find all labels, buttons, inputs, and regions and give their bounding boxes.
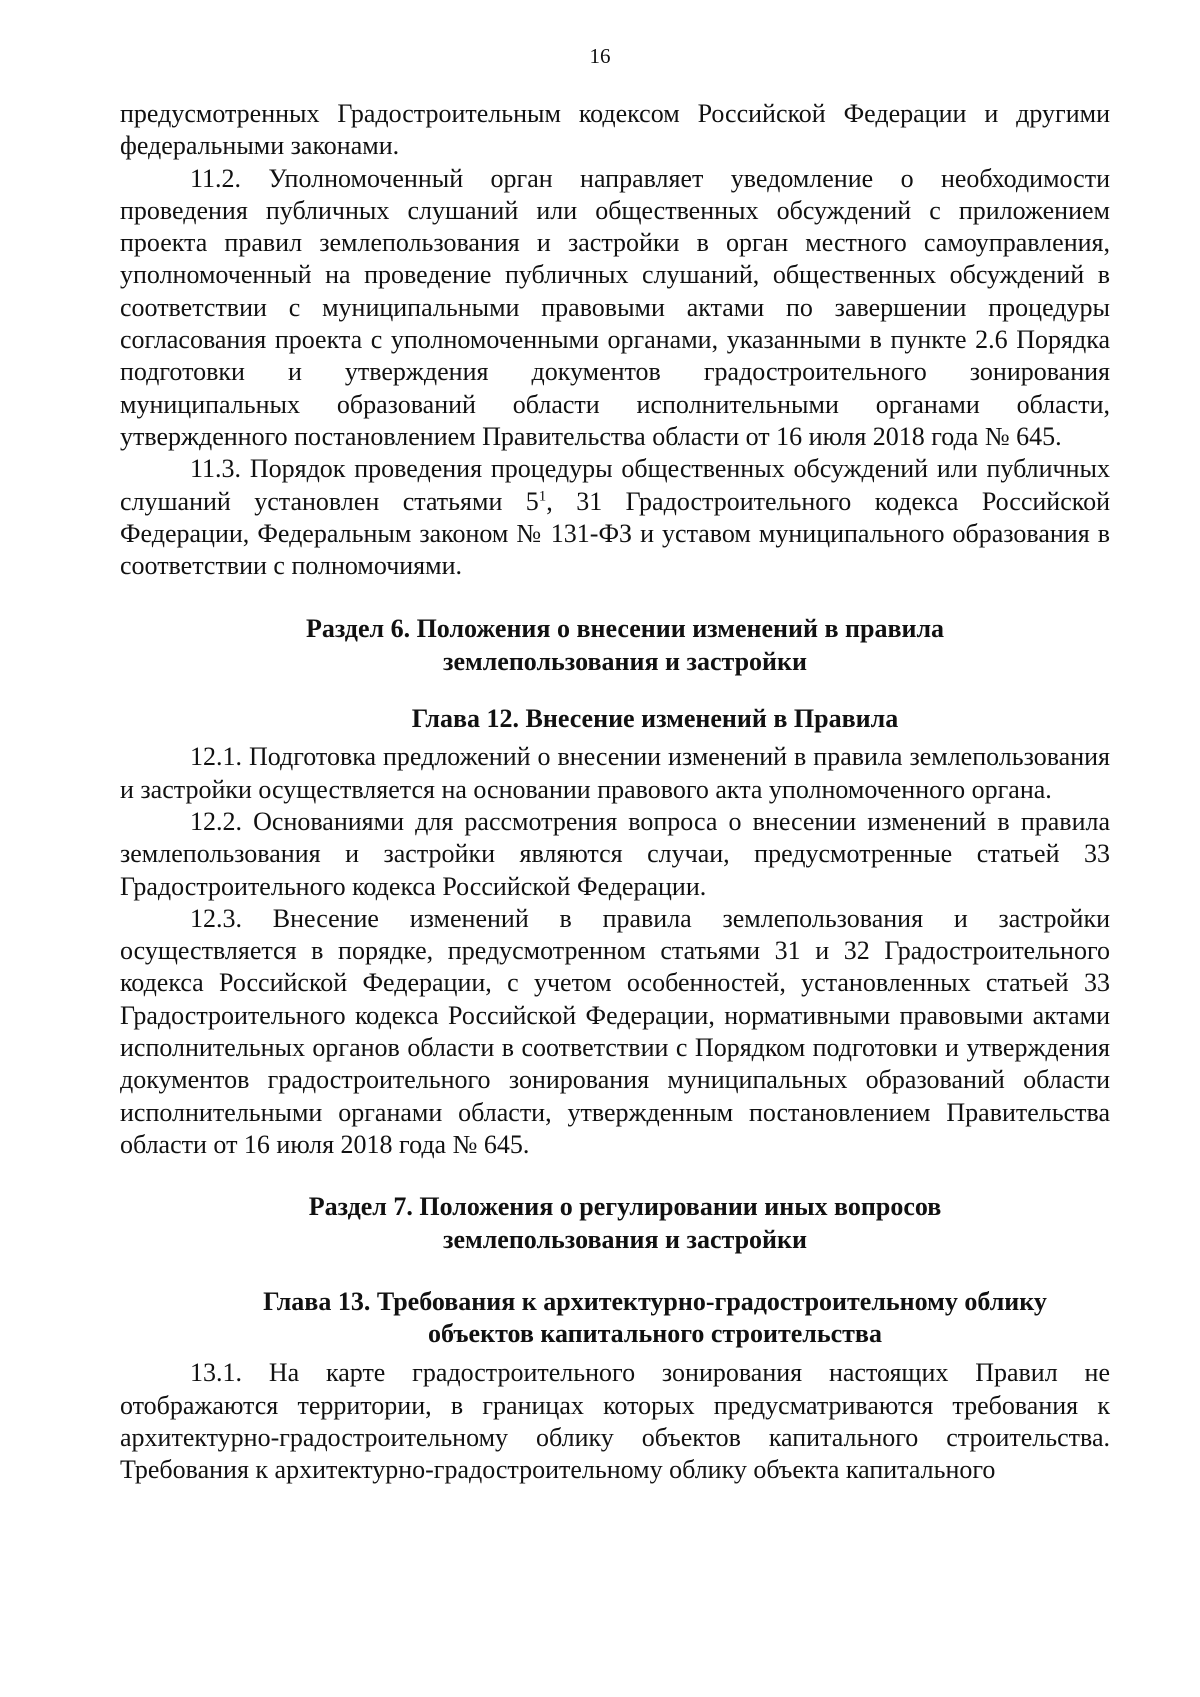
paragraph-13-1: 13.1. На карте градостроительного зонирования настоящих Правил не отображаются территории, в границах которых предусматриваются требования к архитектурно-градостроительному облику объектов капитального строительства. Требования к архитектурно-градостроительному облику объекта капитального [120, 1358, 1110, 1485]
section-6-heading-line-1: Раздел 6. Положения о внесении изменений в правила [305, 614, 945, 644]
chapter-13-heading-line-1: Глава 13. Требования к архитектурно-градостроительному облику [263, 1286, 1047, 1316]
paragraph-11-3-text-end: , 31 Градостроительного кодекса Российской Федерации, Федеральным законом № 131-ФЗ и уставом муниципального образования в соответствии с полномочиями. [120, 486, 1110, 581]
page-number: 16 [589, 44, 611, 68]
paragraph-11-3 [120, 453, 1110, 582]
chapter-13-heading [120, 1286, 1110, 1351]
paragraph-11-3-text-start: 11.3. Порядок проведения процедуры общественных обсуждений или публичных слушаний установлен статьями 5 [120, 454, 1110, 516]
section-7-heading [120, 1191, 1110, 1256]
section-6-heading-line-2: землепользования и застройки [443, 646, 807, 676]
document-body [120, 98, 1110, 1487]
paragraph-11-2: 11.2. Уполномоченный орган направляет уведомление о необходимости проведения публичных слушаний или общественных обсуждений с приложением проекта правил землепользования и застройки в орган местного самоуправления, уполномоченный на проведение публичных слушаний, общественных обсуждений в соответствии с муниципальными правовыми актами по завершении процедуры согласования проекта с уполномоченными органами, указанными в пункте 2.6 Порядка подготовки и утверждения документов градостроительного зонирования муниципальных образований области исполнительными органами области, утвержденного постановлением Правительства области от 16 июля 2018 года № 645. [120, 163, 1110, 451]
paragraph-12-3: 12.3. Внесение изменений в правила землепользования и застройки осуществляется в порядке, предусмотренном статьями 31 и 32 Градостроительного кодекса Российской Федерации, с учетом особенностей, установленных статьей 33 Градостроительного кодекса Российской Федерации, нормативными правовыми актами исполнительных органов области в соответствии с Порядком подготовки и утверждения документов градостроительного зонирования муниципальных образований области исполнительными органами области, утвержденным постановлением Правительства области от 16 июля 2018 года № 645. [120, 903, 1110, 1159]
paragraph-12-1: 12.1. Подготовка предложений о внесении изменений в правила землепользования и застройки осуществляется на основании правового акта уполномоченного органа. [120, 742, 1110, 804]
chapter-13-heading-line-2: объектов капитального строительства [428, 1319, 882, 1349]
superscript-article-number: 1 [538, 487, 547, 504]
section-7-heading-line-2: землепользования и застройки [443, 1224, 807, 1254]
section-7-heading-line-1: Раздел 7. Положения о регулировании иных вопросов [308, 1192, 942, 1222]
paragraph-continuation: предусмотренных Градостроительным кодексом Российской Федерации и другими федеральными законами. [120, 99, 1110, 161]
section-6-heading [120, 613, 1110, 678]
chapter-12-heading: Глава 12. Внесение изменений в Правила [411, 704, 899, 734]
paragraph-12-2: 12.2. Основаниями для рассмотрения вопроса о внесении изменений в правила землепользования и застройки являются случаи, предусмотренные статьей 33 Градостроительного кодекса Российской Федерации. [120, 806, 1110, 901]
